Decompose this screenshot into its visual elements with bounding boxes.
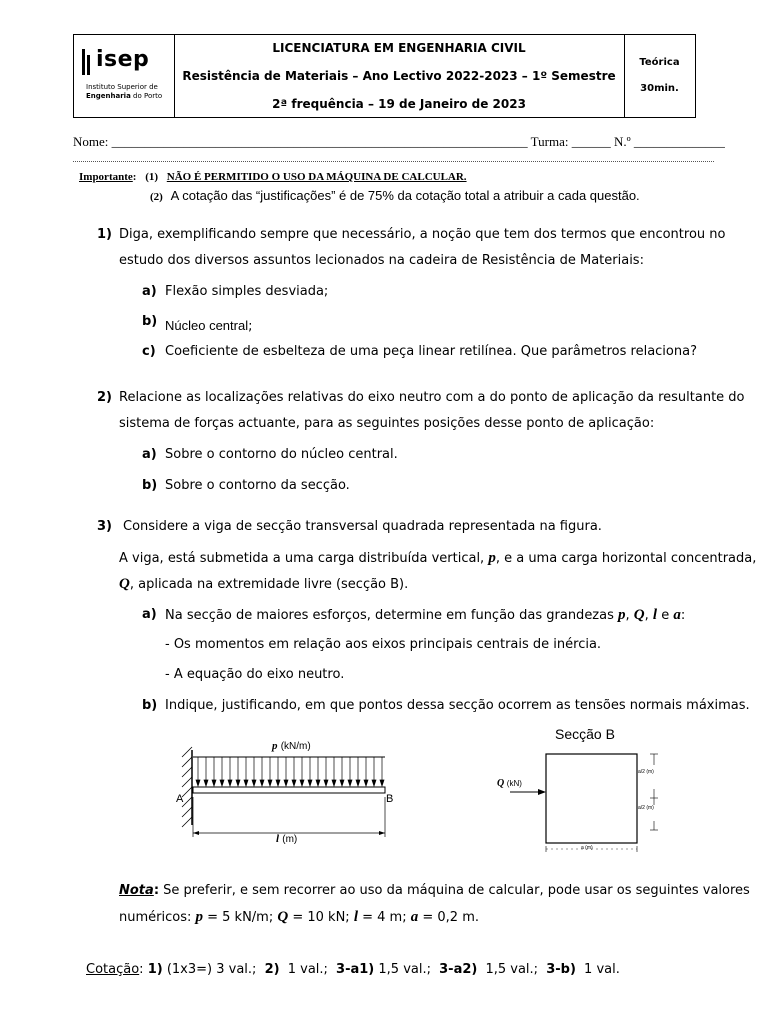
important-text-2: A cotação das “justificações” é de 75% da cotação total a atribuir a cada questão. (170, 188, 640, 203)
q3a-text-main: Na secção de maiores esforços, determine em função das grandezas (165, 608, 619, 623)
nota-line-1 (119, 883, 750, 898)
nota-l-value: = 4 m; (357, 910, 411, 925)
cotacao-item3-value: 1,5 val.; (378, 962, 431, 977)
beam-length-label (276, 833, 297, 845)
cotacao-line (86, 962, 620, 977)
exam-title: 2ª frequência – 19 de Janeiro de 2023 (272, 97, 526, 111)
cotacao-item4-value: 1,5 val.; (485, 962, 539, 977)
q3a-sep2: , (644, 608, 653, 623)
load-arrowhead (252, 780, 256, 786)
load-arrowhead (324, 780, 328, 786)
load-arrowhead (380, 780, 384, 786)
q3a-p: p (618, 607, 626, 623)
q2-text-line1: Relacione as localizações relativas do eixo neutro com a do ponto de aplicação da resultante do (119, 390, 745, 405)
load-arrowhead (260, 780, 264, 786)
dim-width: a (m) (581, 845, 593, 851)
force-symbol: Q (497, 778, 505, 789)
exam-duration: 30min. (640, 83, 679, 94)
load-arrowhead (308, 780, 312, 786)
load-arrowhead (292, 780, 296, 786)
nota-label: Nota (119, 883, 154, 898)
q3a-bullet-1: - Os momentos em relação aos eixos principais centrais de inércia. (165, 637, 602, 652)
load-symbol: p (272, 740, 278, 752)
q2a-label: a) (142, 447, 157, 462)
load-arrowhead (268, 780, 272, 786)
nota-p-value: = 5 kN/m; (202, 910, 278, 925)
load-arrowhead (244, 780, 248, 786)
load-arrowhead (340, 780, 344, 786)
nome-field[interactable]: ________________________________________________________________ (111, 134, 528, 149)
q1b-term: Núcleo central (165, 318, 249, 333)
course-title: LICENCIATURA EM ENGENHARIA CIVIL (272, 41, 526, 55)
load-arrowhead (364, 780, 368, 786)
q2b-text: Sobre o contorno da secção. (165, 478, 350, 493)
numero-label: N.º (613, 134, 631, 149)
load-arrowhead (284, 780, 288, 786)
important-colon: : (132, 171, 137, 183)
nota-a-value: = 0,2 m. (418, 910, 479, 925)
load-arrowhead (196, 780, 200, 786)
load-arrowhead (228, 780, 232, 786)
q3a-Q: Q (633, 607, 645, 623)
load-arrowhead (372, 780, 376, 786)
header-table (73, 34, 696, 118)
load-arrowhead (348, 780, 352, 786)
beam-load-label (272, 740, 311, 752)
q3-line3-Q: Q (119, 576, 130, 592)
load-arrowhead (356, 780, 360, 786)
logo-line2-bold: Engenharia (86, 92, 131, 100)
load-arrowhead (300, 780, 304, 786)
logo-word: isep (96, 47, 150, 72)
section-force-label (497, 778, 522, 789)
q1c-text: Coeficiente de esbelteza de uma peça linear retilínea. Que parâmetros relaciona? (165, 344, 697, 359)
load-unit: (kN/m) (280, 741, 311, 752)
q3-number: 3) (97, 519, 112, 534)
important-num-1: (1) (145, 171, 159, 183)
load-arrowhead (316, 780, 320, 786)
load-arrowhead (212, 780, 216, 786)
important-line-2 (150, 188, 640, 203)
important-text-1: NÃO É PERMITIDO O USO DA MÁQUINA DE CALCULAR. (166, 171, 467, 183)
q1-text-line2: estudo dos diversos assuntos lecionados na cadeira de Resistência de Materiais: (119, 253, 644, 268)
cotacao-item2-label: 2) (264, 962, 280, 977)
load-arrowhead (220, 780, 224, 786)
q3a-bullet-2: - A equação do eixo neutro. (165, 667, 345, 682)
subject-title: Resistência de Materiais – Ano Lectivo 2022-2023 – 1º Semestre (182, 69, 616, 83)
q1b-semicolon: ; (248, 319, 253, 334)
exam-type: Teórica (639, 57, 680, 68)
length-unit: (m) (282, 834, 298, 845)
student-info-line (73, 134, 725, 150)
load-arrowhead (236, 780, 240, 786)
load-arrowhead (276, 780, 280, 786)
force-unit: (kN) (506, 779, 522, 788)
q2a-text: Sobre o contorno do núcleo central. (165, 447, 398, 462)
nome-label: Nome: (73, 134, 109, 149)
q3a-label: a) (142, 607, 157, 622)
q3b-label: b) (142, 698, 158, 713)
dim-half-bottom: a/2 (m) (638, 805, 654, 811)
q1c-label: c) (142, 344, 156, 359)
nota-l: l (353, 909, 358, 925)
header-meta (624, 35, 695, 117)
q3b-text: Indique, justificando, em que pontos dessa secção ocorrem as tensões normais máximas. (165, 698, 750, 713)
cotacao-item5-value: 1 val. (584, 962, 620, 977)
logo-line2-rest: do Porto (130, 92, 163, 100)
isep-logo (74, 35, 175, 117)
important-label: Importante (79, 171, 133, 183)
dim-half-top: a/2 (m) (638, 769, 654, 775)
logo-line2 (86, 92, 162, 101)
q1a-label: a) (142, 284, 157, 299)
section-diagram (480, 745, 670, 855)
numero-field[interactable]: ______________ (633, 134, 725, 149)
cotacao-item3-label: 3-a1) (336, 962, 375, 977)
nota-colon: : (153, 883, 160, 898)
turma-field[interactable]: ______ (571, 134, 611, 149)
logo-subtitle (86, 83, 162, 101)
q3-text-line3 (119, 576, 408, 593)
q2-number: 2) (97, 390, 112, 405)
q3a-l: l (652, 607, 658, 623)
cotacao-item1-label: 1) (147, 962, 163, 977)
q3a-text (165, 607, 685, 624)
separator-line (73, 161, 714, 162)
q3a-a: a (673, 607, 681, 623)
point-a-label: A (176, 793, 184, 805)
q3a-sep1: , (625, 608, 634, 623)
nota-Q-value: = 10 kN; (288, 910, 354, 925)
q1a-text: Flexão simples desviada; (165, 284, 329, 299)
q3a-end: : (680, 608, 686, 623)
nota-text-1: Se preferir, e sem recorrer ao uso da máquina de calcular, pode usar os seguintes valores (159, 883, 750, 898)
q2-text-line2: sistema de forças actuante, para as seguintes posições desse ponto de aplicação: (119, 416, 655, 431)
q3a-e: e (657, 608, 674, 623)
q1-number: 1) (97, 227, 112, 242)
q1-text-line1: Diga, exemplificando sempre que necessário, a noção que tem dos termos que encontrou no (119, 227, 726, 242)
nota-line-2 (119, 909, 479, 926)
cotacao-colon: : (139, 962, 144, 977)
cotacao-label: Cotação (86, 962, 140, 977)
q1b-text (165, 315, 253, 334)
nota-text-2: numéricos: (119, 910, 196, 925)
point-b-label: B (386, 793, 394, 805)
q2b-label: b) (142, 478, 158, 493)
length-symbol: l (276, 833, 280, 845)
important-num-2: (2) (150, 191, 163, 203)
section-title: Secção B (555, 726, 615, 742)
q1b-label: b) (142, 314, 158, 329)
important-line-1 (79, 171, 467, 183)
turma-label: Turma: (530, 134, 569, 149)
q3-line2-a: A viga, está submetida a uma carga distribuída vertical, (119, 551, 489, 566)
cotacao-item1-value: (1x3=) 3 val.; (166, 962, 257, 977)
cotacao-item2-value: 1 val.; (287, 962, 328, 977)
load-arrowhead (204, 780, 208, 786)
cotacao-item5-label: 3-b) (546, 962, 576, 977)
nota-a: a (410, 909, 419, 925)
nota-Q: Q (277, 909, 289, 925)
logo-line1: Instituto Superior de (86, 83, 158, 91)
q3-text-line1: Considere a viga de secção transversal quadrada representada na figura. (123, 519, 602, 534)
q3-line2-b: , e a uma carga horizontal concentrada, (495, 551, 757, 566)
q3-text-line2 (119, 550, 756, 567)
logo-bars-icon (80, 49, 94, 75)
load-arrowhead (332, 780, 336, 786)
q3-line2-p: p (488, 550, 496, 566)
cotacao-item4-label: 3-a2) (439, 962, 478, 977)
header-titles (174, 35, 625, 117)
q3-line3-b: , aplicada na extremidade livre (secção B). (129, 577, 409, 592)
nota-p: p (195, 909, 203, 925)
